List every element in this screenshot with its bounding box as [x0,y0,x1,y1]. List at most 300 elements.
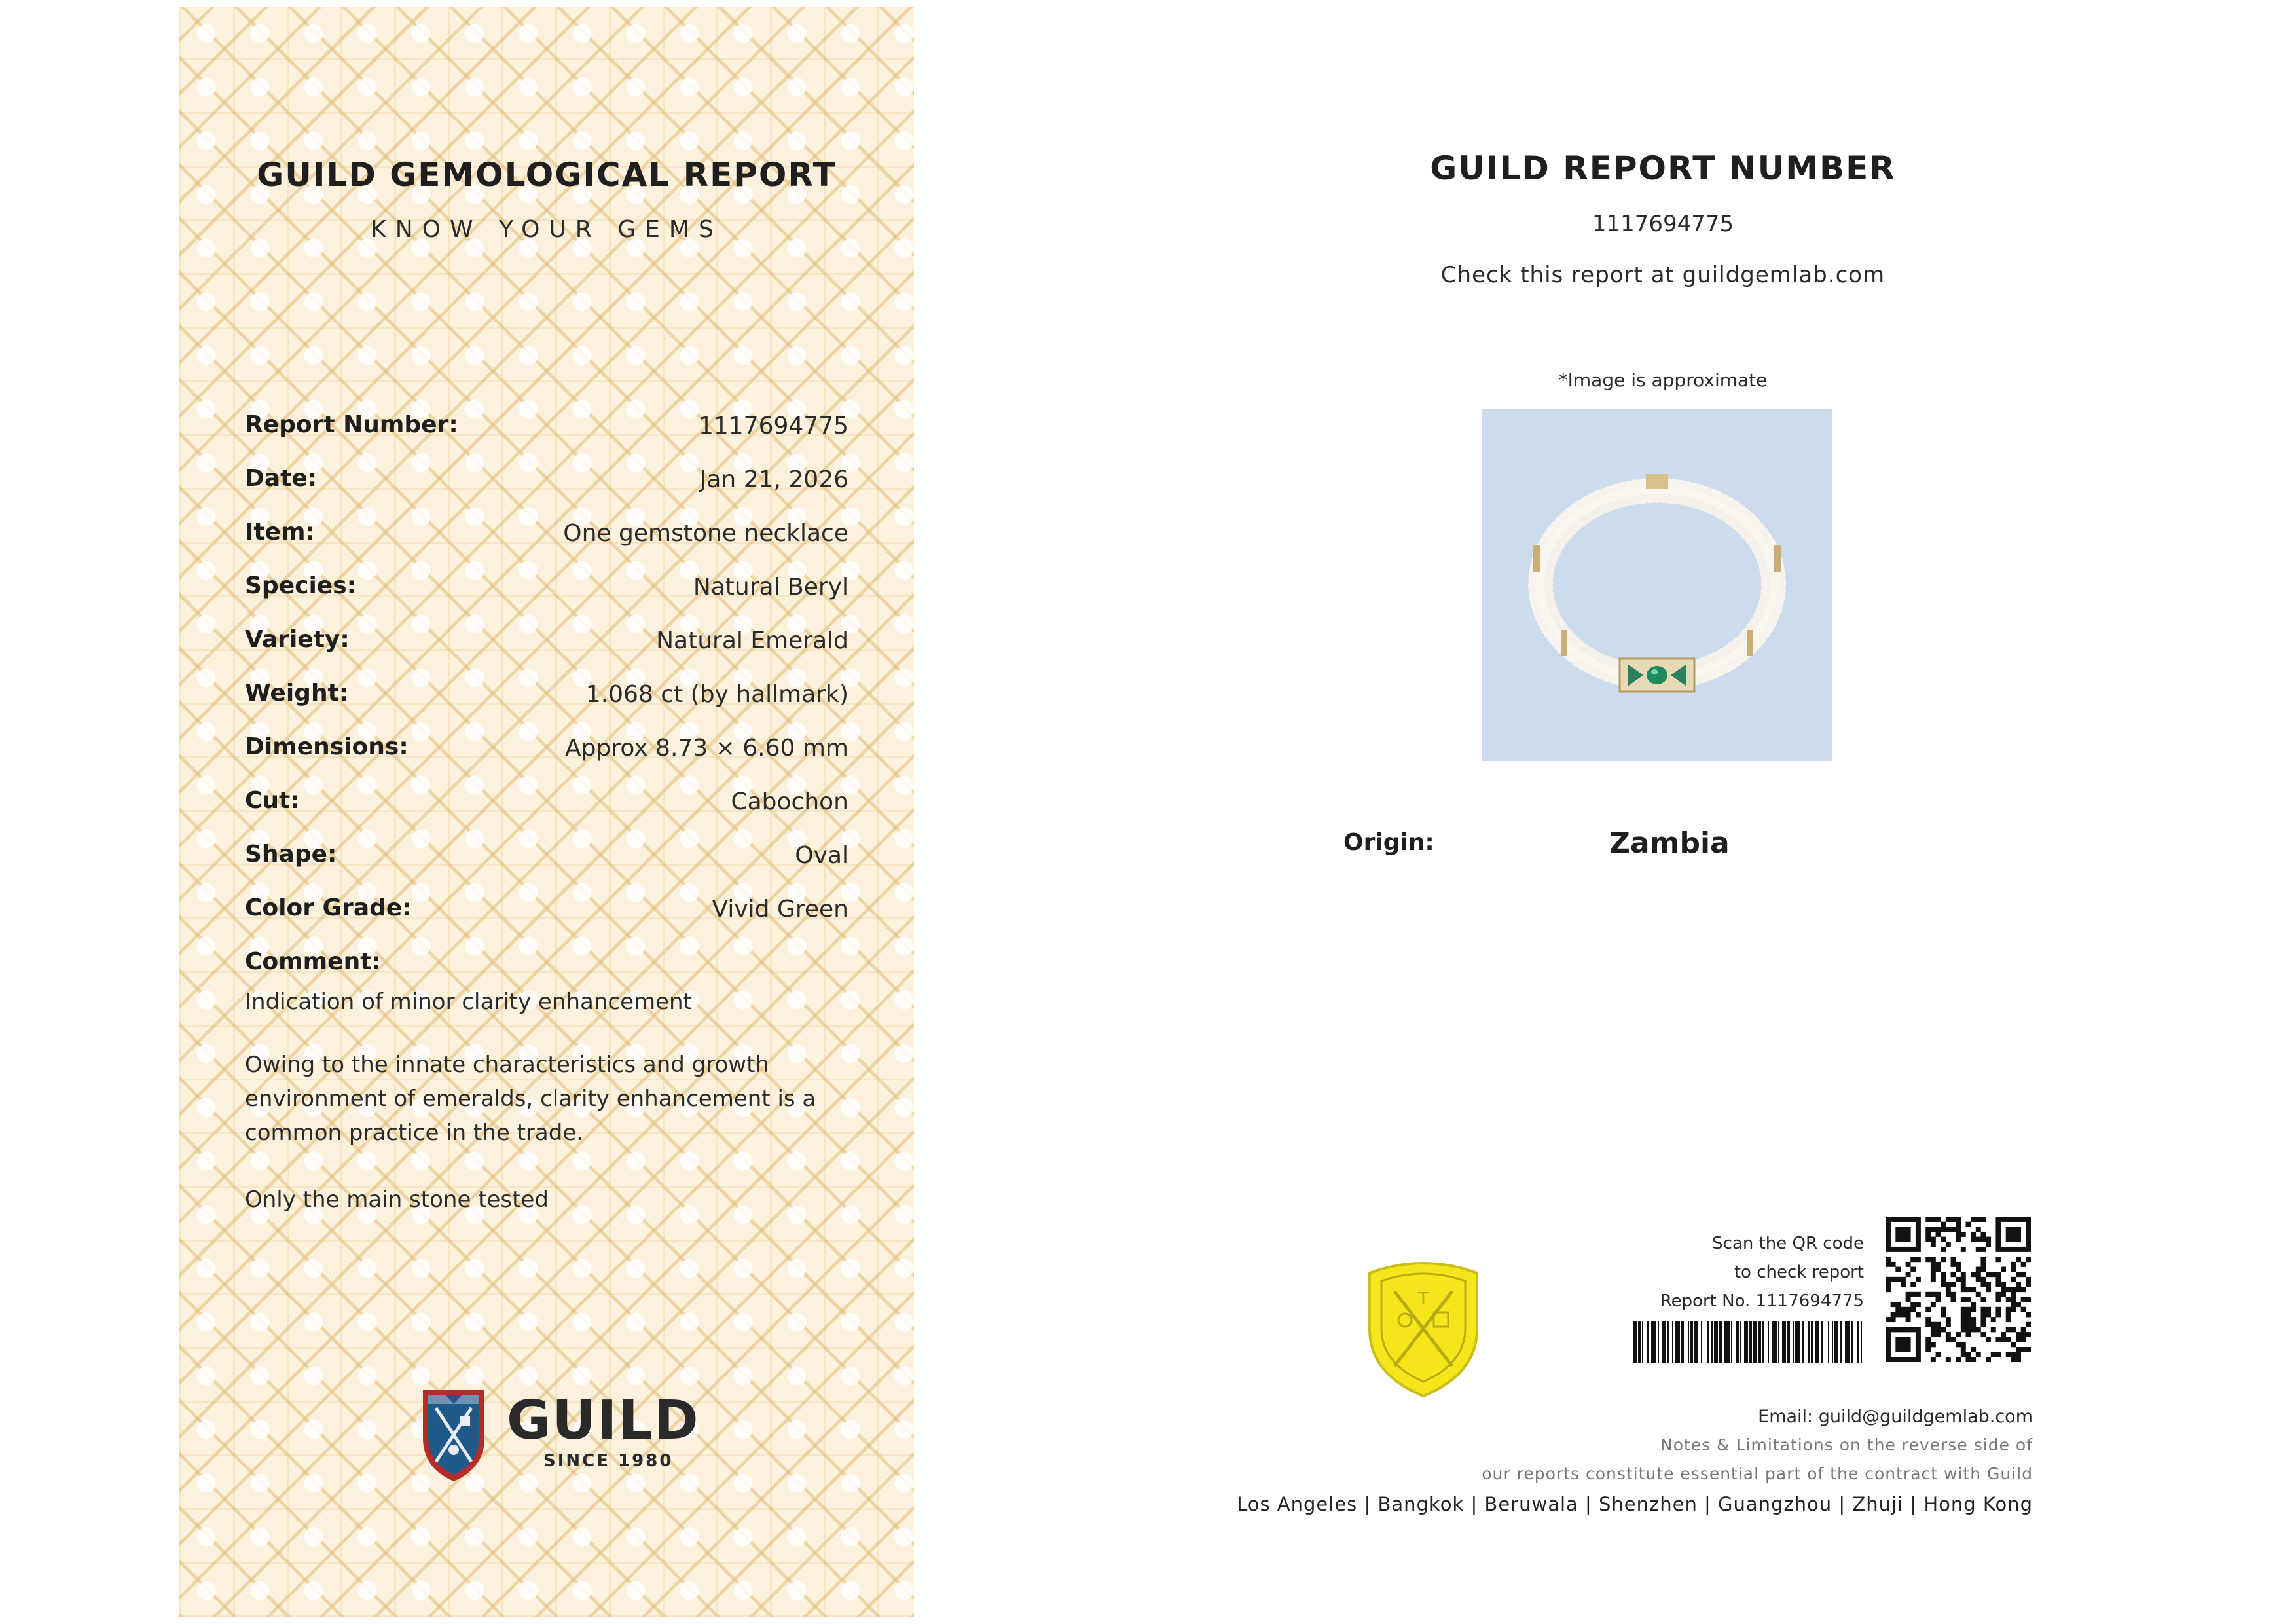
verify-text: Check this report at guildgemlab.com [1440,262,1886,288]
qr-module [2026,1232,2031,1237]
qr-module [1916,1277,1921,1282]
qr-module [1931,1327,1936,1332]
qr-module [1980,1237,1986,1242]
qr-module [1936,1232,1941,1237]
qr-module [1980,1257,1986,1262]
qr-module [1971,1357,1976,1362]
barcode-bar [1714,1321,1718,1363]
qr-module [2026,1282,2031,1287]
qr-module [1946,1292,1951,1297]
qr-module [1941,1312,1946,1317]
qr-module [1965,1317,1971,1322]
report-fields [245,411,848,948]
qr-module [1986,1307,1991,1312]
qr-module [2011,1302,2016,1307]
field-report-number [245,411,848,465]
qr-module [1946,1332,1951,1337]
qr-module [1956,1232,1961,1237]
office-locations: Los Angeles | Bangkok | Beruwala | Shenzhen | Guangzhou | Zhuji | Hong Kong [1237,1493,2033,1515]
qr-module [1895,1232,1901,1237]
qr-module [1976,1352,1981,1357]
qr-module [1916,1327,1921,1332]
barcode-bar [1707,1321,1709,1363]
qr-module [1916,1232,1921,1237]
qr-module [1976,1327,1981,1332]
qr-module [1931,1342,1936,1347]
qr-module [1941,1227,1946,1232]
qr-module [1916,1352,1921,1357]
qr-instruction-line1: Scan the QR code [1712,1234,1864,1253]
barcode-bar [1740,1321,1741,1363]
qr-module [1976,1227,1981,1232]
origin-label: Origin: [1343,829,1434,856]
qr-module [2006,1352,2011,1357]
qr-module [2016,1347,2021,1352]
qr-module [1965,1332,1971,1337]
qr-module [1886,1342,1891,1347]
qr-module [2021,1272,2026,1277]
qr-module [2006,1287,2011,1292]
qr-module [1971,1232,1976,1237]
qr-module [1916,1332,1921,1337]
field-label: Species: [245,572,357,599]
comment-tested: Only the main stone tested [245,1187,549,1213]
qr-module [1971,1237,1976,1242]
qr-module [1976,1237,1981,1242]
qr-module [1980,1322,1986,1327]
qr-module [1956,1267,1961,1272]
field-label: Item: [245,519,315,545]
qr-module [1980,1267,1986,1272]
qr-module [1886,1237,1891,1242]
qr-module [1991,1327,1996,1332]
qr-module [1886,1327,1891,1332]
qr-module [1906,1227,1911,1232]
qr-module [1891,1247,1896,1252]
barcode-bar [1731,1321,1732,1363]
qr-module [2016,1357,2021,1362]
qr-module [1925,1337,1931,1342]
qr-module [1910,1282,1916,1287]
qr-module [2026,1217,2031,1222]
qr-module [2001,1282,2006,1287]
qr-module [2011,1297,2016,1302]
guild-logo-word: GUILD [507,1390,700,1452]
barcode-bar [1832,1321,1833,1363]
qr-module [1971,1327,1976,1332]
qr-module [2006,1327,2011,1332]
qr-module [1891,1327,1896,1332]
qr-module [1965,1287,1971,1292]
field-value: Vivid Green [712,896,848,923]
barcode-bar [1647,1321,1649,1363]
hologram-crest-icon [1366,1257,1481,1399]
qr-module [1986,1272,1991,1277]
qr-module [1906,1262,1911,1267]
field-item [245,519,848,572]
barcode-bar [1694,1321,1698,1363]
barcode-bar [1834,1321,1838,1363]
qr-module [2011,1227,2016,1232]
barcode-bar [1719,1321,1722,1363]
qr-module [1901,1342,1906,1347]
qr-module [2011,1277,2016,1282]
qr-module [2011,1232,2016,1237]
qr-module [1995,1312,2001,1317]
qr-module [2026,1247,2031,1252]
qr-module [1961,1322,1966,1327]
qr-module [1891,1262,1896,1267]
qr-module [1980,1247,1986,1252]
qr-module [1925,1342,1931,1347]
qr-module [1986,1287,1991,1292]
qr-module [1901,1282,1906,1287]
qr-module [2006,1307,2011,1312]
qr-module [2006,1297,2011,1302]
qr-module [1886,1317,1891,1322]
qr-module [1931,1257,1936,1262]
qr-module [2016,1282,2021,1287]
report-tagline: KNOW YOUR GEMS [371,216,723,243]
qr-module [1976,1272,1981,1277]
qr-module [1936,1332,1941,1337]
qr-module [1891,1217,1896,1222]
barcode-bar [1787,1321,1790,1363]
qr-module [1925,1227,1931,1232]
qr-module [1916,1337,1921,1342]
qr-module [1925,1322,1931,1327]
qr-module [1961,1282,1966,1287]
qr-module [1946,1242,1951,1247]
barcode-bar [1651,1321,1656,1363]
qr-module [2016,1257,2021,1262]
qr-module [1925,1237,1931,1242]
qr-module [1910,1357,1916,1362]
qr-module [1956,1222,1961,1227]
report-number: 1117694775 [1592,211,1734,237]
barcode-bar [1795,1321,1800,1363]
qr-module [1995,1292,2001,1297]
qr-module [1886,1242,1891,1247]
qr-module [1901,1232,1906,1237]
field-value: One gemstone necklace [563,520,848,547]
field-dimensions [245,733,848,787]
qr-module [1906,1237,1911,1242]
qr-module [1901,1217,1906,1222]
qr-module [1986,1242,1991,1247]
qr-module [1936,1217,1941,1222]
qr-module [1946,1357,1951,1362]
qr-module [1961,1272,1966,1277]
qr-module [2016,1247,2021,1252]
comment-enhancement: Indication of minor clarity enhancement [245,989,692,1015]
qr-module [2006,1237,2011,1242]
qr-module [2016,1237,2021,1242]
qr-module [1961,1307,1966,1312]
qr-module [1906,1347,1911,1352]
field-cut [245,787,848,841]
qr-module [1906,1217,1911,1222]
qr-module [1901,1247,1906,1252]
qr-module [1941,1277,1946,1282]
qr-module [1980,1277,1986,1282]
barcode-bar [1690,1321,1693,1363]
qr-module [1931,1332,1936,1337]
qr-module [1965,1222,1971,1227]
qr-module [1916,1242,1921,1247]
qr-module [1910,1307,1916,1312]
barcode-bar [1782,1321,1786,1363]
qr-module [1971,1287,1976,1292]
qr-module [1956,1217,1961,1222]
qr-module [1916,1222,1921,1227]
barcode-bar [1658,1321,1659,1363]
qr-module [1886,1262,1891,1267]
qr-module [1901,1277,1906,1282]
barcode-bar [1701,1321,1702,1363]
qr-module [1936,1267,1941,1272]
qr-module [1986,1337,1991,1342]
qr-module [1986,1312,1991,1317]
qr-module [1931,1262,1936,1267]
qr-module [1956,1332,1961,1337]
qr-module [1886,1257,1891,1262]
qr-module [1995,1247,2001,1252]
qr-module [2026,1312,2031,1317]
qr-module [1916,1227,1921,1232]
barcode-bar [1778,1321,1779,1363]
field-value: Oval [795,842,848,869]
qr-module [1941,1282,1946,1287]
qr-module [1946,1217,1951,1222]
field-label: Cut: [245,787,300,814]
qr-module [1916,1257,1921,1262]
qr-module [2011,1267,2016,1272]
qr-module [1931,1277,1936,1282]
qr-module [1951,1257,1956,1262]
qr-module [1936,1322,1941,1327]
barcode-bar [1851,1321,1853,1363]
qr-module [1946,1322,1951,1327]
qr-module [2016,1302,2021,1307]
qr-module [1995,1352,2001,1357]
field-species [245,572,848,626]
report-title: GUILD GEMOLOGICAL REPORT [257,156,837,194]
qr-module [1891,1302,1896,1307]
qr-module [2006,1227,2011,1232]
qr-module [2011,1307,2016,1312]
qr-module [1916,1342,1921,1347]
svg-text:T: T [1418,1289,1429,1309]
qr-module [2011,1262,2016,1267]
qr-module [1961,1287,1966,1292]
qr-module [1956,1357,1961,1362]
qr-module [1895,1302,1901,1307]
qr-module [1961,1342,1966,1347]
qr-module [1895,1312,1901,1317]
qr-module [1995,1272,2001,1277]
qr-module [1980,1317,1986,1322]
qr-module [1891,1317,1896,1322]
qr-module [1906,1317,1911,1322]
qr-module [2016,1352,2021,1357]
field-color-grade [245,895,848,948]
qr-module [1886,1357,1891,1362]
qr-module [1961,1327,1966,1332]
qr-module [1965,1312,1971,1317]
qr-module [1986,1237,1991,1242]
qr-module [2021,1347,2026,1352]
qr-module [1995,1232,2001,1237]
qr-module [2001,1292,2006,1297]
qr-module [1995,1337,2001,1342]
field-shape [245,841,848,895]
qr-module [2011,1342,2016,1347]
qr-module [2011,1217,2016,1222]
qr-module [1886,1282,1891,1287]
qr-module [1906,1272,1911,1277]
qr-module [1951,1227,1956,1232]
barcode-bar [1840,1321,1842,1363]
qr-module [1925,1307,1931,1312]
qr-module [1980,1332,1986,1337]
qr-module [1965,1352,1971,1357]
barcode-bar [1802,1321,1804,1363]
qr-module [1886,1337,1891,1342]
barcode-bar [1828,1321,1829,1363]
field-weight [245,680,848,733]
qr-module [1895,1357,1901,1362]
qr-module [1906,1337,1911,1342]
qr-module [2026,1297,2031,1302]
qr-module [2011,1287,2016,1292]
qr-module [1965,1297,1971,1302]
qr-module [2001,1217,2006,1222]
barcode-bar [1762,1321,1764,1363]
qr-module [2021,1332,2026,1337]
qr-module [1971,1317,1976,1322]
qr-module [1895,1237,1901,1242]
qr-module [1995,1217,2001,1222]
necklace-photo [1482,409,1832,761]
qr-module [1991,1352,1996,1357]
qr-module [1895,1277,1901,1282]
qr-module [2016,1227,2021,1232]
field-value: Natural Beryl [693,574,848,600]
qr-module [1995,1257,2001,1262]
barcode-bar [1688,1321,1689,1363]
qr-module [1951,1292,1956,1297]
notes-limitations: Notes & Limitations on the reverse side of [1660,1435,2033,1454]
qr-module [1910,1247,1916,1252]
barcode-bar [1642,1321,1643,1363]
qr-module [1961,1232,1966,1237]
qr-module [1946,1227,1951,1232]
qr-module [1901,1347,1906,1352]
qr-module [2001,1287,2006,1292]
qr-module [1936,1227,1941,1232]
qr-module [1925,1347,1931,1352]
barcode-bar [1633,1321,1637,1363]
qr-module [1961,1247,1966,1252]
qr-module [1995,1297,2001,1302]
barcode-bar [1749,1321,1752,1363]
field-value: Cabochon [731,788,848,815]
qr-module [1941,1222,1946,1227]
qr-module [1931,1322,1936,1327]
qr-module [1891,1277,1896,1282]
field-value: Approx 8.73 × 6.60 mm [565,735,848,762]
barcode-bar [1753,1321,1757,1363]
qr-module [2011,1352,2016,1357]
barcode-bar [1672,1321,1673,1363]
qr-module [1906,1292,1911,1297]
qr-module [1951,1297,1956,1302]
qr-module [1916,1312,1921,1317]
qr-module [1886,1347,1891,1352]
qr-module [1895,1347,1901,1352]
qr-module [1916,1302,1921,1307]
qr-module [1886,1217,1891,1222]
barcode-bar [1662,1321,1666,1363]
qr-module [2016,1332,2021,1337]
qr-module [1980,1282,1986,1287]
qr-module [1951,1217,1956,1222]
qr-module [2006,1337,2011,1342]
qr-module [2026,1332,2031,1337]
report-number-title: GUILD REPORT NUMBER [1430,149,1896,187]
qr-module [1936,1262,1941,1267]
qr-module [1965,1307,1971,1312]
barcode-bar [1793,1321,1794,1363]
qr-module [1976,1247,1981,1252]
qr-module [1886,1277,1891,1282]
qr-module [1995,1307,2001,1312]
qr-module [1971,1307,1976,1312]
qr-module [2026,1227,2031,1232]
qr-module [1980,1262,1986,1267]
barcode-bar [1711,1321,1713,1363]
qr-module [1980,1307,1986,1312]
barcode-bar [1638,1321,1641,1363]
comment-explanation: Owing to the innate characteristics and growth environment of emeralds, clarity enhancement is a common practice in the trade. [245,1052,816,1146]
qr-module [1986,1357,1991,1362]
qr-module [1941,1257,1946,1262]
qr-module [1886,1232,1891,1237]
qr-module [2026,1242,2031,1247]
qr-module [2006,1232,2011,1237]
qr-module [1916,1247,1921,1252]
field-value: Natural Emerald [656,627,848,654]
contract-notice: our reports constitute essential part of the contract with Guild [1482,1464,2033,1483]
barcode-bar [1772,1321,1777,1363]
qr-module [1886,1247,1891,1252]
qr-module [1971,1217,1976,1222]
qr-module [1951,1337,1956,1342]
qr-module [1956,1262,1961,1267]
qr-module [1941,1307,1946,1312]
qr-module [1936,1327,1941,1332]
qr-module [1980,1297,1986,1302]
field-label: Weight: [245,680,349,707]
qr-module [2016,1217,2021,1222]
qr-module [1995,1222,2001,1227]
barcode-bar [1681,1321,1684,1363]
qr-module [1886,1227,1891,1232]
field-label: Shape: [245,841,337,868]
qr-module [1995,1227,2001,1232]
qr-module [1886,1222,1891,1227]
